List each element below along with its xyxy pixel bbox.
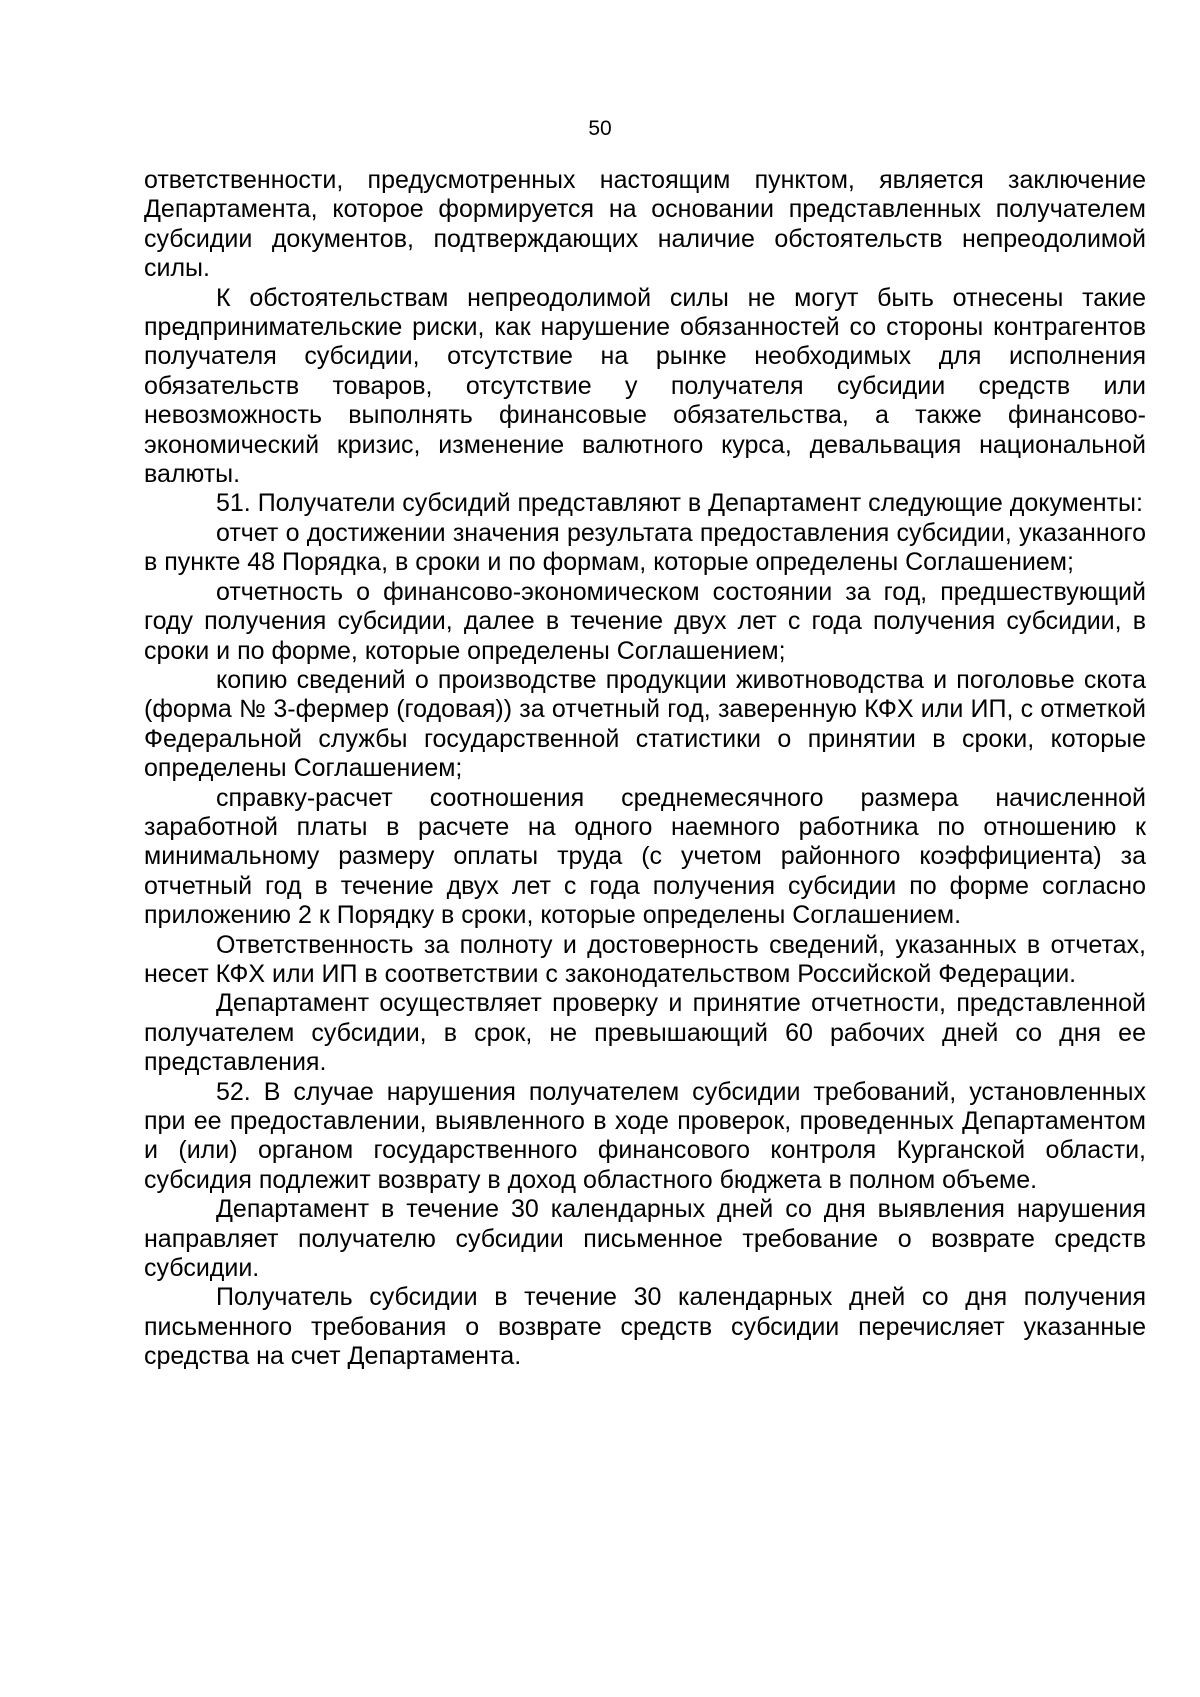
paragraph: К обстоятельствам непреодолимой силы не могут быть отнесены такие предпринимательские риски, как нарушение обязанностей со стороны контрагентов получателя субсидии, отсутствие на рынке необходимых для исполнения обязательств товаров, отсутствие у получателя субсидии средств или невозможность выполнять финансовые обязательства, а также финансово-экономический кризис, изменение валютного курса, девальвация национальной валюты. [144,283,1146,489]
paragraph: отчет о достижении значения результата предоставления субсидии, указанного в пункте 48 Порядка, в сроки и по формам, которые определены Соглашением; [144,518,1146,577]
paragraph: Департамент в течение 30 календарных дней со дня выявления нарушения направляет получателю субсидии письменное требование о возврате средств субсидии. [144,1195,1146,1283]
paragraph: копию сведений о производстве продукции животноводства и поголовье скота (форма № 3-фермер (годовая)) за отчетный год, заверенную КФХ или ИП, с отметкой Федеральной службы государственной статистики о принятии в сроки, которые определены Соглашением; [144,665,1146,783]
paragraph: справку-расчет соотношения среднемесячного размера начисленной заработной платы в расчете на одного наемного работника по отношению к минимальному размеру оплаты труда (с учетом районного коэффициента) за отчетный год в течение двух лет с года получения субсидии по форме согласно приложению 2 к Порядку в сроки, которые определены Соглашением. [144,783,1146,930]
page-number: 50 [588,117,612,140]
paragraph: Департамент осуществляет проверку и принятие отчетности, представленной получателем субсидии, в срок, не превышающий 60 рабочих дней со дня ее представления. [144,989,1146,1077]
paragraph: ответственности, предусмотренных настоящим пунктом, является заключение Департамента, которое формируется на основании представленных получателем субсидии документов, подтверждающих наличие обстоятельств непреодолимой силы. [144,166,1146,283]
paragraph: отчетность о финансово-экономическом состоянии за год, предшествующий году получения субсидии, далее в течение двух лет с года получения субсидии, в сроки и по форме, которые определены Соглашением; [144,577,1146,665]
paragraph: Ответственность за полноту и достоверность сведений, указанных в отчетах, несет КФХ или ИП в соответствии с законодательством Российской Федерации. [144,930,1146,988]
paragraph-clause-52: 52. В случае нарушения получателем субсидии требований, установленных при ее предоставлении, выявленного в ходе проверок, проведенных Департаментом и (или) органом государственного финансового контроля Курганской области, субсидия подлежит возврату в доход областного бюджета в полном объеме. [144,1077,1146,1194]
paragraph-clause-51: 51. Получатели субсидий представляют в Департамент следующие документы: [216,489,1143,518]
document-body [144,166,1146,1372]
paragraph: Получатель субсидии в течение 30 календарных дней со дня получения письменного требования о возврате средств субсидии перечисляет указанные средства на счет Департамента. [144,1283,1146,1371]
